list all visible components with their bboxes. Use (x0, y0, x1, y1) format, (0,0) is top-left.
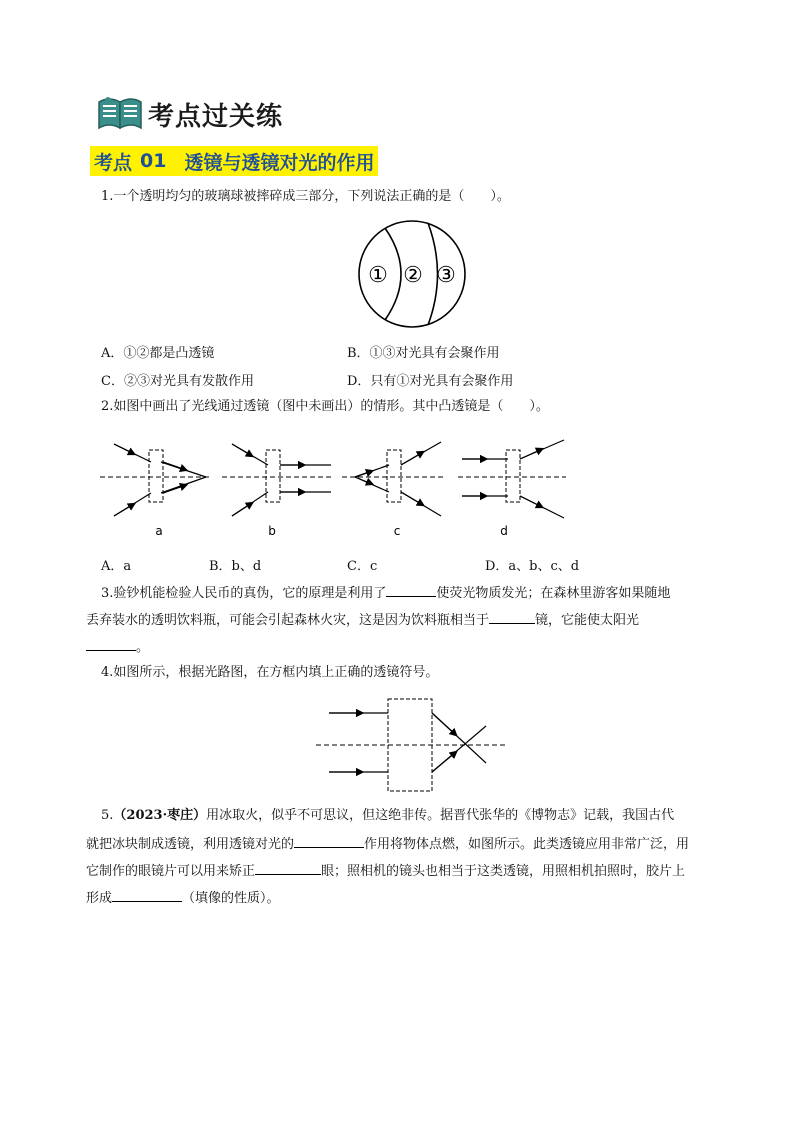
q2-light-paths-figure (96, 432, 576, 544)
q4-lens-box[interactable] (388, 699, 432, 791)
q5-line-1 (101, 806, 674, 826)
q3-line-2 (86, 609, 639, 631)
q1-glass-sphere-figure (355, 217, 469, 331)
q2-figure-a (100, 444, 210, 538)
q5-text-3b: 眼；照相机的镜头也相当于这类透镜，用照相机拍照时，胶片上 (321, 864, 686, 879)
book-icon (97, 96, 143, 130)
q2-figure-b (222, 444, 332, 538)
q2-option-a[interactable]: A．a (101, 559, 132, 574)
q5-text-4b: （填像的性质）。 (182, 891, 280, 906)
page-title: 考点过关练 (148, 102, 284, 132)
q2-option-c[interactable]: C．c (347, 559, 378, 574)
q1-option-b[interactable]: B．①③对光具有会聚作用 (347, 346, 500, 361)
q5-line-3 (86, 860, 685, 882)
q5-text-2a: 就把冰块制成透镜，利用透镜对光的 (86, 837, 295, 852)
q2-figure-c (342, 442, 446, 538)
q4-light-path-figure (314, 695, 508, 795)
q4-stem: 4.如图所示，根据光路图，在方框内填上正确的透镜符号。 (101, 665, 439, 680)
q3-text-2a: 丢弃装水的透明饮料瓶，可能会引起森林火灾，这是因为饮料瓶相当于 (86, 613, 490, 628)
q1-option-a[interactable]: A．①②都是凸透镜 (101, 346, 215, 361)
q2-stem: 2.如图中画出了光线通过透镜（图中未画出）的情形。其中凸透镜是（ ）。 (101, 399, 549, 414)
q1-stem: 1.一个透明均匀的玻璃球被摔碎成三部分，下列说法正确的是（ ）。 (101, 189, 510, 204)
q2-label-a: a (155, 524, 163, 538)
q5-number: 5. (101, 808, 114, 823)
section-number: 01 (140, 150, 167, 172)
q5-text-2b: 作用将物体点燃，如图所示。此类透镜应用非常广泛，用 (364, 837, 690, 852)
q2-option-b[interactable]: B．b、d (209, 559, 262, 574)
q3-blank-1[interactable] (386, 582, 436, 597)
q5-text-1: 用冰取火，似乎不可思议，但这绝非传。据晋代张华的《博物志》记载，我国古代 (206, 808, 675, 823)
q3-text-3: 。 (136, 640, 150, 655)
q2-figure-d (458, 440, 566, 538)
q5-line-4 (86, 887, 280, 909)
section-title: 透镜与透镜对光的作用 (184, 151, 375, 174)
q5-source: （2023·枣庄） (113, 808, 207, 823)
q3-line-3 (86, 636, 149, 658)
q5-text-4a: 形成 (86, 891, 113, 906)
q2-option-d[interactable]: D．a、b、c、d (485, 559, 580, 574)
q3-blank-3[interactable] (86, 636, 136, 651)
q1-part-1: ① (368, 263, 388, 288)
q5-blank-1[interactable] (294, 833, 364, 848)
q1-part-3: ③ (436, 263, 456, 288)
q3-text-1a: 3.验钞机能检验人民币的真伪，它的原理是利用了 (101, 586, 387, 601)
q5-blank-2[interactable] (255, 860, 321, 875)
q2-label-b: b (268, 524, 276, 538)
q1-option-d[interactable]: D．只有①对光具有会聚作用 (347, 374, 514, 389)
q5-blank-3[interactable] (112, 887, 182, 902)
q1-part-2: ② (403, 263, 423, 288)
q3-line-1 (101, 582, 670, 604)
q3-blank-2[interactable] (489, 609, 535, 624)
q5-text-3a: 它制作的眼镜片可以用来矫正 (86, 864, 256, 879)
section-prefix: 考点 (94, 151, 133, 174)
q3-text-2b: 镜，它能使太阳光 (535, 613, 640, 628)
q5-line-2 (86, 833, 689, 855)
q2-label-c: c (393, 524, 401, 538)
q3-text-1b: 使荧光物质发光；在森林里游客如果随地 (436, 586, 671, 601)
section-heading (90, 146, 378, 176)
q2-label-d: d (500, 524, 508, 538)
q1-option-c[interactable]: C．②③对光具有发散作用 (101, 374, 254, 389)
